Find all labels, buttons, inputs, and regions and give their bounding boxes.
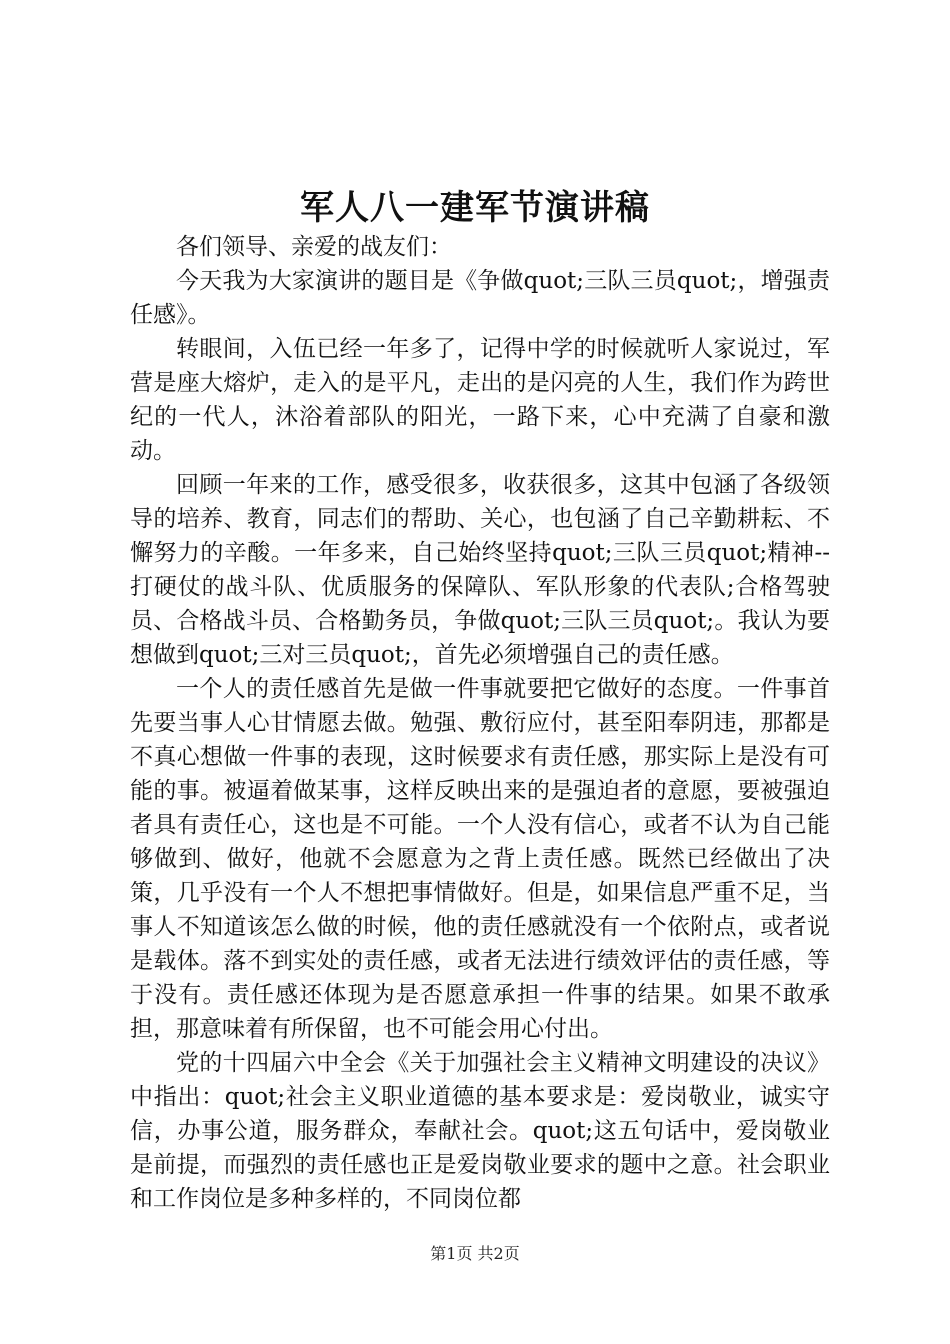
- paragraph-greeting: 各们领导、亲爱的战友们：: [176, 234, 452, 260]
- document-body: [130, 230, 830, 1216]
- paragraph-topic: 今天我为大家演讲的题目是《争做quot;三队三员quot;，增强责任感》。: [130, 268, 830, 328]
- page-number-footer: 第1页 共2页: [430, 1244, 520, 1263]
- paragraph-responsibility: 一个人的责任感首先是做一件事就要把它做好的态度。一件事首先要当事人心甘情愿去做。勉强、敷衍应付，甚至阳奉阴违，那都是不真心想做一件事的表现，这时候要求有责任感，那实际上是没有可能的事。被逼着做某事，这样反映出来的是强迫者的意愿，要被强迫者具有责任心，这也是不可能。一个人没有信心，或者不认为自己能够做到、做好，他就不会愿意为之背上责任感。既然已经做出了决策，几乎没有一个人不想把事情做好。但是，如果信息严重不足，当事人不知道该怎么做的时候，他的责任感就没有一个依附点，或者说是载体。落不到实处的责任感，或者无法进行绩效评估的责任感，等于没有。责任感还体现为是否愿意承担一件事的结果。如果不敢承担，那意味着有所保留，也不可能会用心付出。: [130, 676, 830, 1042]
- paragraph-party-resolution: 党的十四届六中全会《关于加强社会主义精神文明建设的决议》中指出：quot;社会主义职业道德的基本要求是：爱岗敬业，诚实守信，办事公道，服务群众，奉献社会。quot;这五句话中，爱岗敬业是前提，而强烈的责任感也正是爱岗敬业要求的题中之意。社会职业和工作岗位是多种多样的，不同岗位都: [130, 1050, 830, 1212]
- paragraph-enlistment: 转眼间，入伍已经一年多了，记得中学的时候就听人家说过，军营是座大熔炉，走入的是平凡，走出的是闪亮的人生，我们作为跨世纪的一代人，沐浴着部队的阳光，一路下来，心中充满了自豪和激动。: [130, 336, 830, 464]
- document-title: 军人八一建军节演讲稿: [300, 188, 650, 228]
- paragraph-review: 回顾一年来的工作，感受很多，收获很多，这其中包涵了各级领导的培养、教育，同志们的帮助、关心，也包涵了自己辛勤耕耘、不懈努力的辛酸。一年多来，自己始终坚持quot;三队三员quot;精神--打硬仗的战斗队、优质服务的保障队、军队形象的代表队;合格驾驶员、合格战斗员、合格勤务员，争做quot;三队三员quot;。我认为要想做到quot;三对三员quot;，首先必须增强自己的责任感。: [130, 472, 830, 668]
